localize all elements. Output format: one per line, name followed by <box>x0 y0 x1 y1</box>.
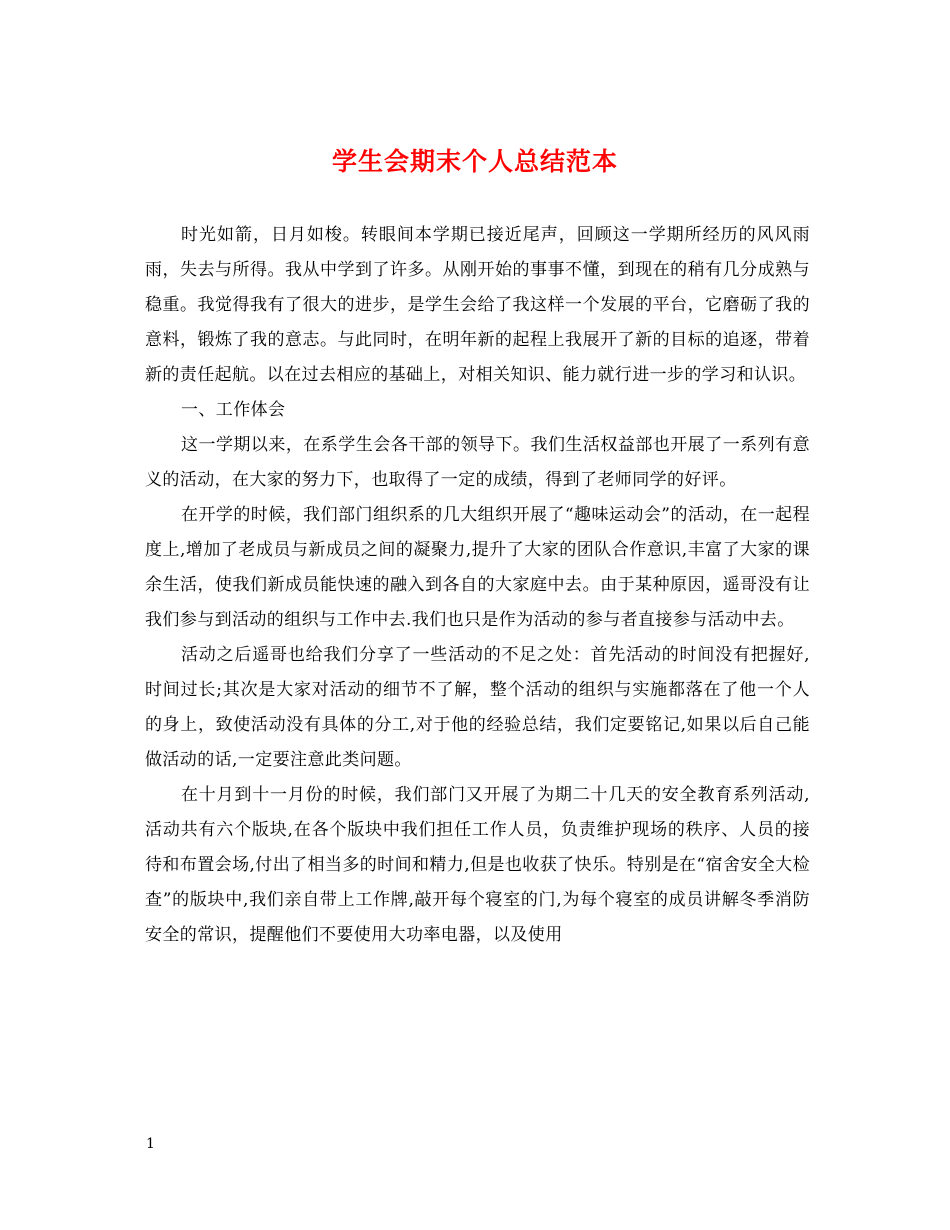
section-heading-work-experience: 一、工作体会 <box>181 400 286 420</box>
paragraph-sports-meeting: 在开学的时候，我们部门组织系的几大组织开展了“趣味运动会”的活动，在一起程度上,增加了老成员与新成员之间的凝聚力,提升了大家的团队合作意识,丰富了大家的课余生活，使我们新成员能快速的融入到各自的大家庭中去。由于某种原因，遥哥没有让我们参与到活动的组织与工作中去.我们也只是作为活动的参与者直接参与活动中去。 <box>145 505 810 630</box>
paragraph-activity-shortcomings: 活动之后遥哥也给我们分享了一些活动的不足之处：首先活动的时间没有把握好,时间过长;其次是大家对活动的细节不了解，整个活动的组织与实施都落在了他一个人的身上，致使活动没有具体的分工,对于他的经验总结，我们定要铭记,如果以后自己能做活动的话,一定要注意此类问题。 <box>145 645 810 770</box>
document-body <box>145 218 810 953</box>
paragraph-semester-overview: 这一学期以来，在系学生会各干部的领导下。我们生活权益部也开展了一系列有意义的活动，在大家的努力下，也取得了一定的成绩，得到了老师同学的好评。 <box>145 435 810 490</box>
paragraph-intro: 时光如箭，日月如梭。转眼间本学期已接近尾声，回顾这一学期所经历的风风雨雨，失去与所得。我从中学到了许多。从刚开始的事事不懂，到现在的稍有几分成熟与稳重。我觉得我有了很大的进步，是学生会给了我这样一个发展的平台，它磨砺了我的意料，锻炼了我的意志。与此同时，在明年新的起程上我展开了新的目标的追逐，带着新的责任起航。以在过去相应的基础上，对相关知识、能力就行进一步的学习和认识。 <box>145 225 810 385</box>
paragraph-safety-education: 在十月到十一月份的时候，我们部门又开展了为期二十几天的安全教育系列活动,活动共有六个版块,在各个版块中我们担任工作人员，负责维护现场的秩序、人员的接待和布置会场,付出了相当多的时间和精力,但是也收获了快乐。特别是在“宿舍安全大检查”的版块中,我们亲自带上工作牌,敲开每个寝室的门,为每个寝室的成员讲解冬季消防安全的常识，提醒他们不要使用大功率电器，以及使用 <box>145 785 810 945</box>
page-number: 1 <box>146 1136 155 1152</box>
document-title: 学生会期末个人总结范本 <box>331 147 618 176</box>
